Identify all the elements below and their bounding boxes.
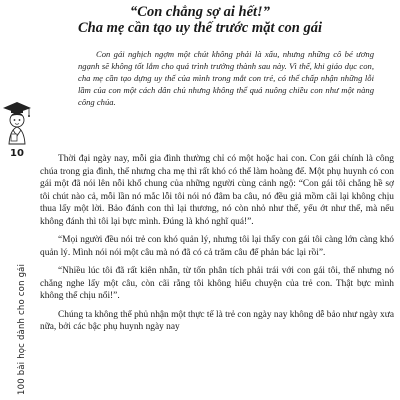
page-sidebar [2, 100, 32, 400]
body-paragraph-4: Chúng ta không thể phủ nhận một thực tế là trẻ con ngày nay không dễ bảo như ngày xưa nữa, bởi các bậc phụ huynh ngày nay [40, 309, 394, 332]
intro-block [78, 48, 374, 108]
chapter-title [0, 4, 400, 36]
intro-paragraph: Con gái nghịch ngợm một chút không phải là xấu, nhưng những cô bé ương ngạnh sẽ không tốt lắm cho quá trình trưởng thành sau này. Vì thế, khi giáo dục con, cha mẹ cần tạo dựng uy thế của mình trong mắt con trẻ, có thể chấp nhận những lỗi lầm của con một cách dân chủ nhưng không thể quá nuông chiều con như một nàng công chúa. [78, 49, 374, 107]
graduate-mascot-icon [2, 100, 32, 150]
chapter-title-subtitle: Cha mẹ cần tạo uy thế trước mặt con gái [77, 20, 323, 36]
body-paragraph-2: “Mọi người đều nói trẻ con khó quản lý, nhưng tôi lại thấy con gái tôi càng lớn càng khó quản lý. Mình nói nói một câu mà nó đã có cả trăm câu để phản bác lại rồi”. [40, 235, 394, 258]
body-paragraph-3: “Nhiều lúc tôi đã rất kiên nhẫn, từ tốn phân tích phải trái với con gái tôi, thế nhưng nó chẳng nghe lấy một câu, còn cãi rằng tôi không hiểu chuyện của trẻ con. Thật bực mình không thể chịu nổi!”. [40, 266, 394, 301]
book-title-vertical: 100 bài học dành cho con gái [17, 263, 27, 395]
page-number: 10 [10, 148, 24, 159]
chapter-title-quote: “Con chẳng sợ ai hết!” [130, 4, 270, 20]
body-paragraph-1: Thời đại ngày nay, mỗi gia đình thường chỉ có một hoặc hai con. Con gái chính là công chúa trong gia đình, thế nhưng cha mẹ thì rất khó có thể làm hoàng đế. Một phụ huynh có con gái một đã nói lên nỗi khổ chung của những người cùng cảnh ngộ: “Con gái tôi chẳng hề sợ tôi chút nào cả, mỗi lần nó mắc lỗi tôi nói nó đâm ba câu, nó đều giả mồm cãi lại không chịu thua lấy một lời. Bảo đánh con thì lại thương, nó còn nhỏ như thế, yếu ớt như thế, mà nếu không đánh thì tôi lại bực mình. Đúng là khó nghĩ quá!”. [40, 154, 394, 227]
body-text [40, 153, 394, 340]
